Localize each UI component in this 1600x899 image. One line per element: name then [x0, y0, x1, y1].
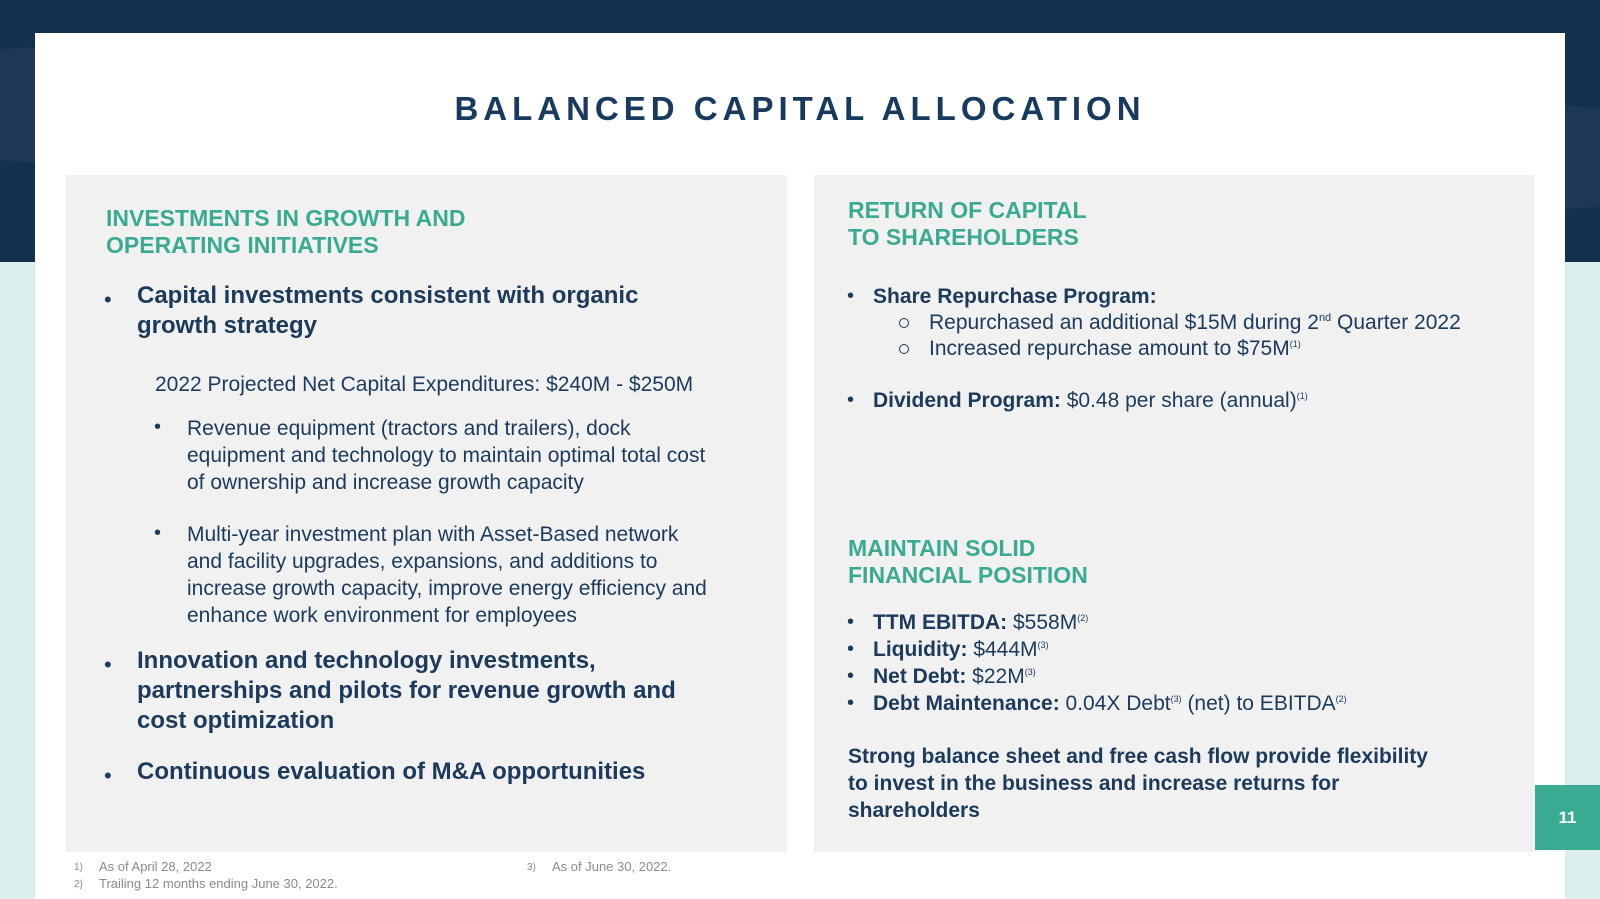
- bullet-capital-investments: [137, 281, 638, 341]
- debt-maintenance-value: 0.04X Debt: [1059, 692, 1171, 715]
- projected-capex-text: 2022 Projected Net Capital Expenditures: $240M - $250M: [155, 373, 694, 396]
- debt-maintenance: [873, 690, 1347, 717]
- footnote-ref: (2): [1335, 694, 1347, 704]
- repurchase-detail-1-quarter: Quarter 2022: [1331, 311, 1461, 334]
- net-debt-value: $22M: [966, 665, 1025, 688]
- bullet-innovation: [137, 646, 676, 736]
- footnote-3: As of June 30, 2022.: [552, 859, 672, 874]
- dividend-program-value: $0.48 per share (annual): [1060, 389, 1297, 412]
- sub-bullet-revenue-equipment-line2: equipment and technology to maintain optimal total cost: [187, 444, 706, 467]
- share-repurchase-label: Share Repurchase Program:: [873, 285, 1157, 308]
- bullet-dot: •: [847, 692, 855, 714]
- sub-bullet-revenue-equipment: [187, 415, 705, 496]
- bullet-dot: •: [847, 665, 855, 687]
- bullet-innovation-line2: partnerships and pilots for revenue growth and: [137, 677, 676, 704]
- page-number-badge: [1535, 785, 1600, 850]
- liquidity: [873, 636, 1049, 663]
- bullet-dot: •: [847, 285, 855, 307]
- closing-statement: [848, 743, 1428, 824]
- bullet-dot: •: [847, 389, 855, 411]
- dividend-program: [873, 387, 1308, 414]
- footnote-ref: (3): [1037, 640, 1049, 650]
- repurchase-detail-1-text: Repurchased an additional $15M during 2: [929, 311, 1319, 334]
- bullet-dot: •: [104, 652, 112, 677]
- page-number: 11: [1558, 807, 1577, 827]
- circle-bullet-icon: [899, 344, 909, 354]
- sub-bullet-multi-year-plan-line4: enhance work environment for employees: [187, 604, 577, 627]
- footnote-1-marker: 1): [74, 862, 83, 873]
- closing-statement-line2: to invest in the business and increase returns for: [848, 772, 1340, 795]
- ttm-ebitda: [873, 609, 1088, 636]
- sub-bullet-revenue-equipment-line3: of ownership and increase growth capacity: [187, 471, 584, 494]
- sub-bullet-multi-year-plan-line1: Multi-year investment plan with Asset-Based network: [187, 523, 679, 546]
- bullet-dot: •: [104, 763, 112, 788]
- return-of-capital-heading: [848, 197, 1087, 251]
- sub-bullet-multi-year-plan-line2: and facility upgrades, expansions, and additions to: [187, 550, 658, 573]
- ttm-ebitda-value: $558M: [1007, 611, 1078, 634]
- footnote-2: Trailing 12 months ending June 30, 2022.: [99, 876, 338, 891]
- footnote-ref: (2): [1077, 613, 1089, 623]
- footnote-2-marker: 2): [74, 879, 83, 890]
- closing-statement-line3: shareholders: [848, 799, 980, 822]
- bullet-dot: •: [847, 611, 855, 633]
- repurchase-detail-2-text: Increased repurchase amount to $75M: [929, 337, 1290, 360]
- net-debt-label: Net Debt:: [873, 665, 967, 688]
- financial-position-heading: [848, 535, 1088, 589]
- liquidity-label: Liquidity:: [873, 638, 968, 661]
- sub-bullet-revenue-equipment-line1: Revenue equipment (tractors and trailers), dock: [187, 417, 631, 440]
- bullet-dot: •: [154, 522, 162, 544]
- bullet-innovation-line1: Innovation and technology investments,: [137, 647, 596, 674]
- footnote-ref: (1): [1289, 339, 1301, 349]
- bullet-innovation-line3: cost optimization: [137, 707, 335, 734]
- bullet-dot: •: [154, 416, 162, 438]
- footnote-1: As of April 28, 2022: [99, 859, 212, 874]
- debt-maintenance-ratio: (net) to EBITDA: [1181, 692, 1336, 715]
- return-of-capital-heading-line2: TO SHAREHOLDERS: [848, 224, 1079, 250]
- footnote-3-marker: 3): [527, 862, 536, 873]
- growth-heading: [106, 205, 465, 259]
- net-debt: [873, 663, 1036, 690]
- sub-bullet-multi-year-plan: [187, 521, 707, 629]
- bullet-dot: •: [847, 638, 855, 660]
- page-title: BALANCED CAPITAL ALLOCATION: [454, 90, 1146, 127]
- dividend-program-label: Dividend Program:: [873, 389, 1061, 412]
- repurchase-detail-2: [929, 335, 1301, 362]
- financial-position-heading-line2: FINANCIAL POSITION: [848, 562, 1088, 588]
- growth-heading-line1: INVESTMENTS IN GROWTH AND: [106, 205, 466, 231]
- return-of-capital-heading-line1: RETURN OF CAPITAL: [848, 197, 1087, 223]
- repurchase-detail-1: [929, 309, 1461, 336]
- bullet-capital-investments-line2: growth strategy: [137, 312, 318, 339]
- ordinal-suffix: nd: [1318, 312, 1332, 324]
- bullet-mna: Continuous evaluation of M&A opportunities: [137, 758, 646, 785]
- bullet-dot: •: [104, 287, 112, 312]
- closing-statement-line1: Strong balance sheet and free cash flow provide flexibility: [848, 745, 1428, 768]
- growth-heading-line2: OPERATING INITIATIVES: [106, 232, 379, 258]
- growth-investments-panel: [66, 175, 787, 852]
- bullet-capital-investments-line1: Capital investments consistent with organic: [137, 282, 639, 309]
- footnote-ref: (3): [1024, 667, 1036, 677]
- circle-bullet-icon: [899, 318, 909, 328]
- footnote-ref: (3): [1170, 694, 1182, 704]
- liquidity-value: $444M: [967, 638, 1038, 661]
- financial-position-heading-line1: MAINTAIN SOLID: [848, 535, 1036, 561]
- debt-maintenance-label: Debt Maintenance:: [873, 692, 1060, 715]
- footnote-ref: (1): [1296, 391, 1308, 401]
- sub-bullet-multi-year-plan-line3: increase growth capacity, improve energy efficiency and: [187, 577, 707, 600]
- ttm-ebitda-label: TTM EBITDA:: [873, 611, 1008, 634]
